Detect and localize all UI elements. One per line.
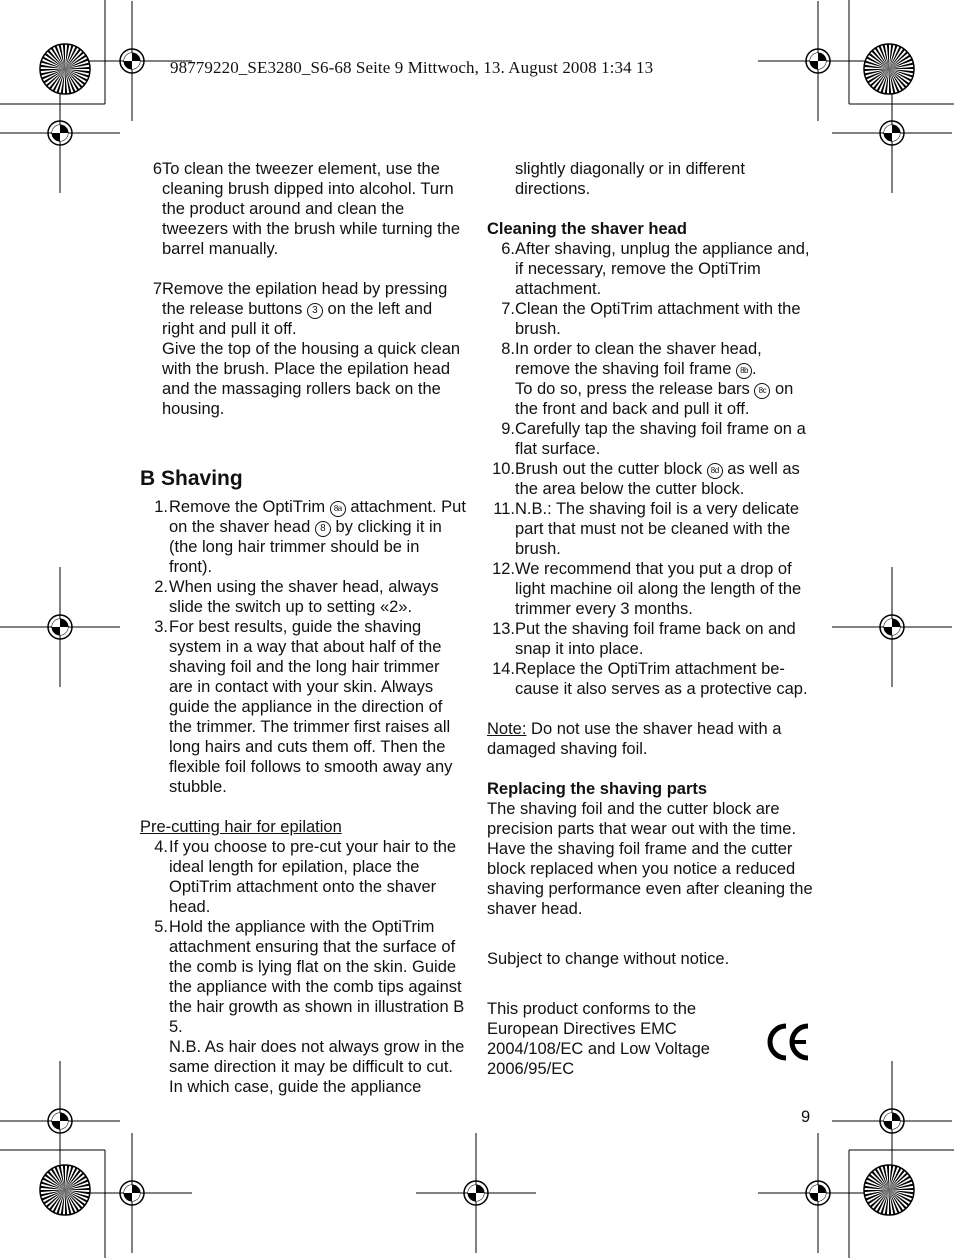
step-text: To clean the tweezer element, use the cleaning brush dipped into alcohol. Turn the product around and clean the tweezers with the brush while turning the barrel manually. [162, 160, 461, 258]
list-item [140, 917, 466, 1097]
registration-star-icon [40, 44, 90, 94]
step-number: 10. [492, 460, 515, 478]
step-text: We recommend that you put a drop of light machine oil along the length of the trimmer every 3 months. [515, 560, 802, 618]
step-number: 2. [154, 578, 168, 596]
step-number: 7. [501, 300, 515, 318]
list-item [487, 659, 813, 699]
list-item [140, 577, 466, 617]
paragraph: This product conforms to the European Directives EMC 2004/108/EC and Low Voltage 2006/95/EC [487, 1000, 710, 1078]
step-text: Clean the OptiTrim attachment with the brush. [515, 300, 801, 338]
callout-ref: 3 [307, 303, 323, 319]
registration-star-icon [864, 44, 914, 94]
step-number: 12. [492, 560, 515, 578]
step-number: 14. [492, 660, 515, 678]
registration-cross-icon [832, 73, 952, 193]
step-text: by clicking it in (the long hair trimmer should be in front). [169, 518, 442, 576]
step-number: 8. [501, 340, 515, 358]
step-text: To do so, press the release bars [515, 380, 750, 398]
registration-cross-icon [758, 1, 878, 121]
step-text: When using the shaver head, always slide the switch up to setting «2». [169, 578, 439, 616]
callout-ref: 8a [330, 501, 346, 517]
registration-cross-icon [72, 1133, 192, 1253]
step-number: 6 [152, 160, 162, 178]
step-text: Hold the appliance with the OptiTrim attachment ensuring that the surface of the comb is lying flat on the skin. Guide the appliance with the comb tips against the hair growth as shown in illustration B 5. [169, 918, 465, 1036]
step-text: Remove the OptiTrim [169, 498, 326, 516]
step-number: 1. [154, 498, 168, 516]
note [487, 719, 813, 759]
step-number: 4. [154, 838, 168, 856]
continued-text: slightly diagonally or in different directions. [515, 160, 745, 198]
registration-cross-icon [0, 73, 120, 193]
callout-ref: 8c [754, 383, 770, 399]
subheading: Cleaning the shaver head [487, 220, 687, 238]
step-text: N.B. As hair does not always grow in the same direction it may be difficult to cut. In which case, guide the appliance [169, 1038, 465, 1096]
list-item [487, 499, 813, 559]
list-item [140, 837, 466, 917]
registration-cross-icon [832, 567, 952, 687]
step-number: 6. [501, 240, 515, 258]
step-number: 5. [154, 918, 168, 936]
step-text: attachment. Put on the shaver head [169, 498, 466, 536]
note-label: Note: [487, 720, 527, 738]
step-text: . [752, 360, 757, 378]
list-item [140, 497, 466, 577]
list-item [487, 459, 813, 499]
step-6 [140, 159, 466, 259]
list-item [487, 339, 813, 419]
section-title: B Shaving [140, 467, 243, 490]
step-number: 3. [154, 618, 168, 636]
registration-star-icon [40, 1165, 90, 1215]
step-text: Replace the OptiTrim attachment be-cause it also serves as a protective cap. [515, 660, 808, 698]
step-text: If you choose to pre-cut your hair to the ideal length for epilation, place the OptiTrim attachment onto the shaver head. [169, 838, 457, 916]
list-item [487, 239, 813, 299]
step-7 [140, 279, 466, 419]
callout-ref: 8 [315, 521, 331, 537]
step-text: on the front and back and pull it off. [515, 380, 794, 418]
step-text: Remove the epilation head by pressing the release buttons [162, 280, 448, 318]
step-number: 13. [492, 620, 515, 638]
page-number: 9 [801, 1108, 811, 1126]
list-item [487, 559, 813, 619]
left-column [140, 159, 466, 1097]
paragraph: Subject to change without notice. [487, 950, 730, 968]
list-item [140, 617, 466, 797]
registration-star-icon [864, 1165, 914, 1215]
registration-cross-icon [0, 567, 120, 687]
list-item [487, 619, 813, 659]
step-text: N.B.: The shaving foil is a very delicate part that must not be cleaned with the brush. [515, 500, 799, 558]
step-text: as well as the area below the cutter block. [515, 460, 800, 498]
right-column [487, 159, 813, 1079]
step-text: Put the shaving foil frame back on and snap it into place. [515, 620, 796, 658]
step-number: 7 [152, 280, 162, 298]
step-text: For best results, guide the shaving system in a way that about half of the shaving foil and the long hair trimmer are in contact with your skin. Always guide the appliance in the direction of the trimmer. The trimmer first raises all long hairs and cuts them off. Then the flexible foil follows to smooth away any stubble. [169, 618, 453, 796]
registration-cross-icon [758, 1133, 878, 1253]
ce-mark-icon [764, 1020, 814, 1064]
list-item [487, 419, 813, 459]
registration-cross-icon [416, 1133, 536, 1253]
step-number: 9. [501, 420, 515, 438]
step-text: After shaving, unplug the appliance and, if necessary, remove the OptiTrim attachment. [515, 240, 810, 298]
paragraph: The shaving foil and the cutter block are precision parts that wear out with the time. Have the shaving foil frame and the cutter block replaced when you notice a reduced shaving performance even after cleaning the shaver head. [487, 800, 813, 918]
registration-cross-icon [0, 1061, 120, 1181]
step-text: Carefully tap the shaving foil frame on a flat surface. [515, 420, 806, 458]
step-number: 11. [493, 500, 515, 518]
callout-ref: 8d [707, 463, 723, 479]
registration-cross-icon [832, 1061, 952, 1181]
callout-ref: 8b [736, 363, 752, 379]
print-slug: 98779220_SE3280_S6-68 Seite 9 Mittwoch, 13. August 2008 1:34 13 [170, 58, 654, 77]
subheading: Replacing the shaving parts [487, 780, 708, 798]
step-text: In order to clean the shaver head, remove the shaving foil frame [515, 340, 762, 378]
step-text: on the left and right and pull it off. [162, 300, 433, 338]
list-item [487, 299, 813, 339]
step-text: Brush out the cutter block [515, 460, 703, 478]
step-text: Give the top of the housing a quick clean with the brush. Place the epilation head and the massaging rollers back on the housing. [162, 340, 461, 418]
note-text: Do not use the shaver head with a damaged shaving foil. [487, 720, 782, 758]
subheading: Pre-cutting hair for epilation [140, 818, 342, 836]
